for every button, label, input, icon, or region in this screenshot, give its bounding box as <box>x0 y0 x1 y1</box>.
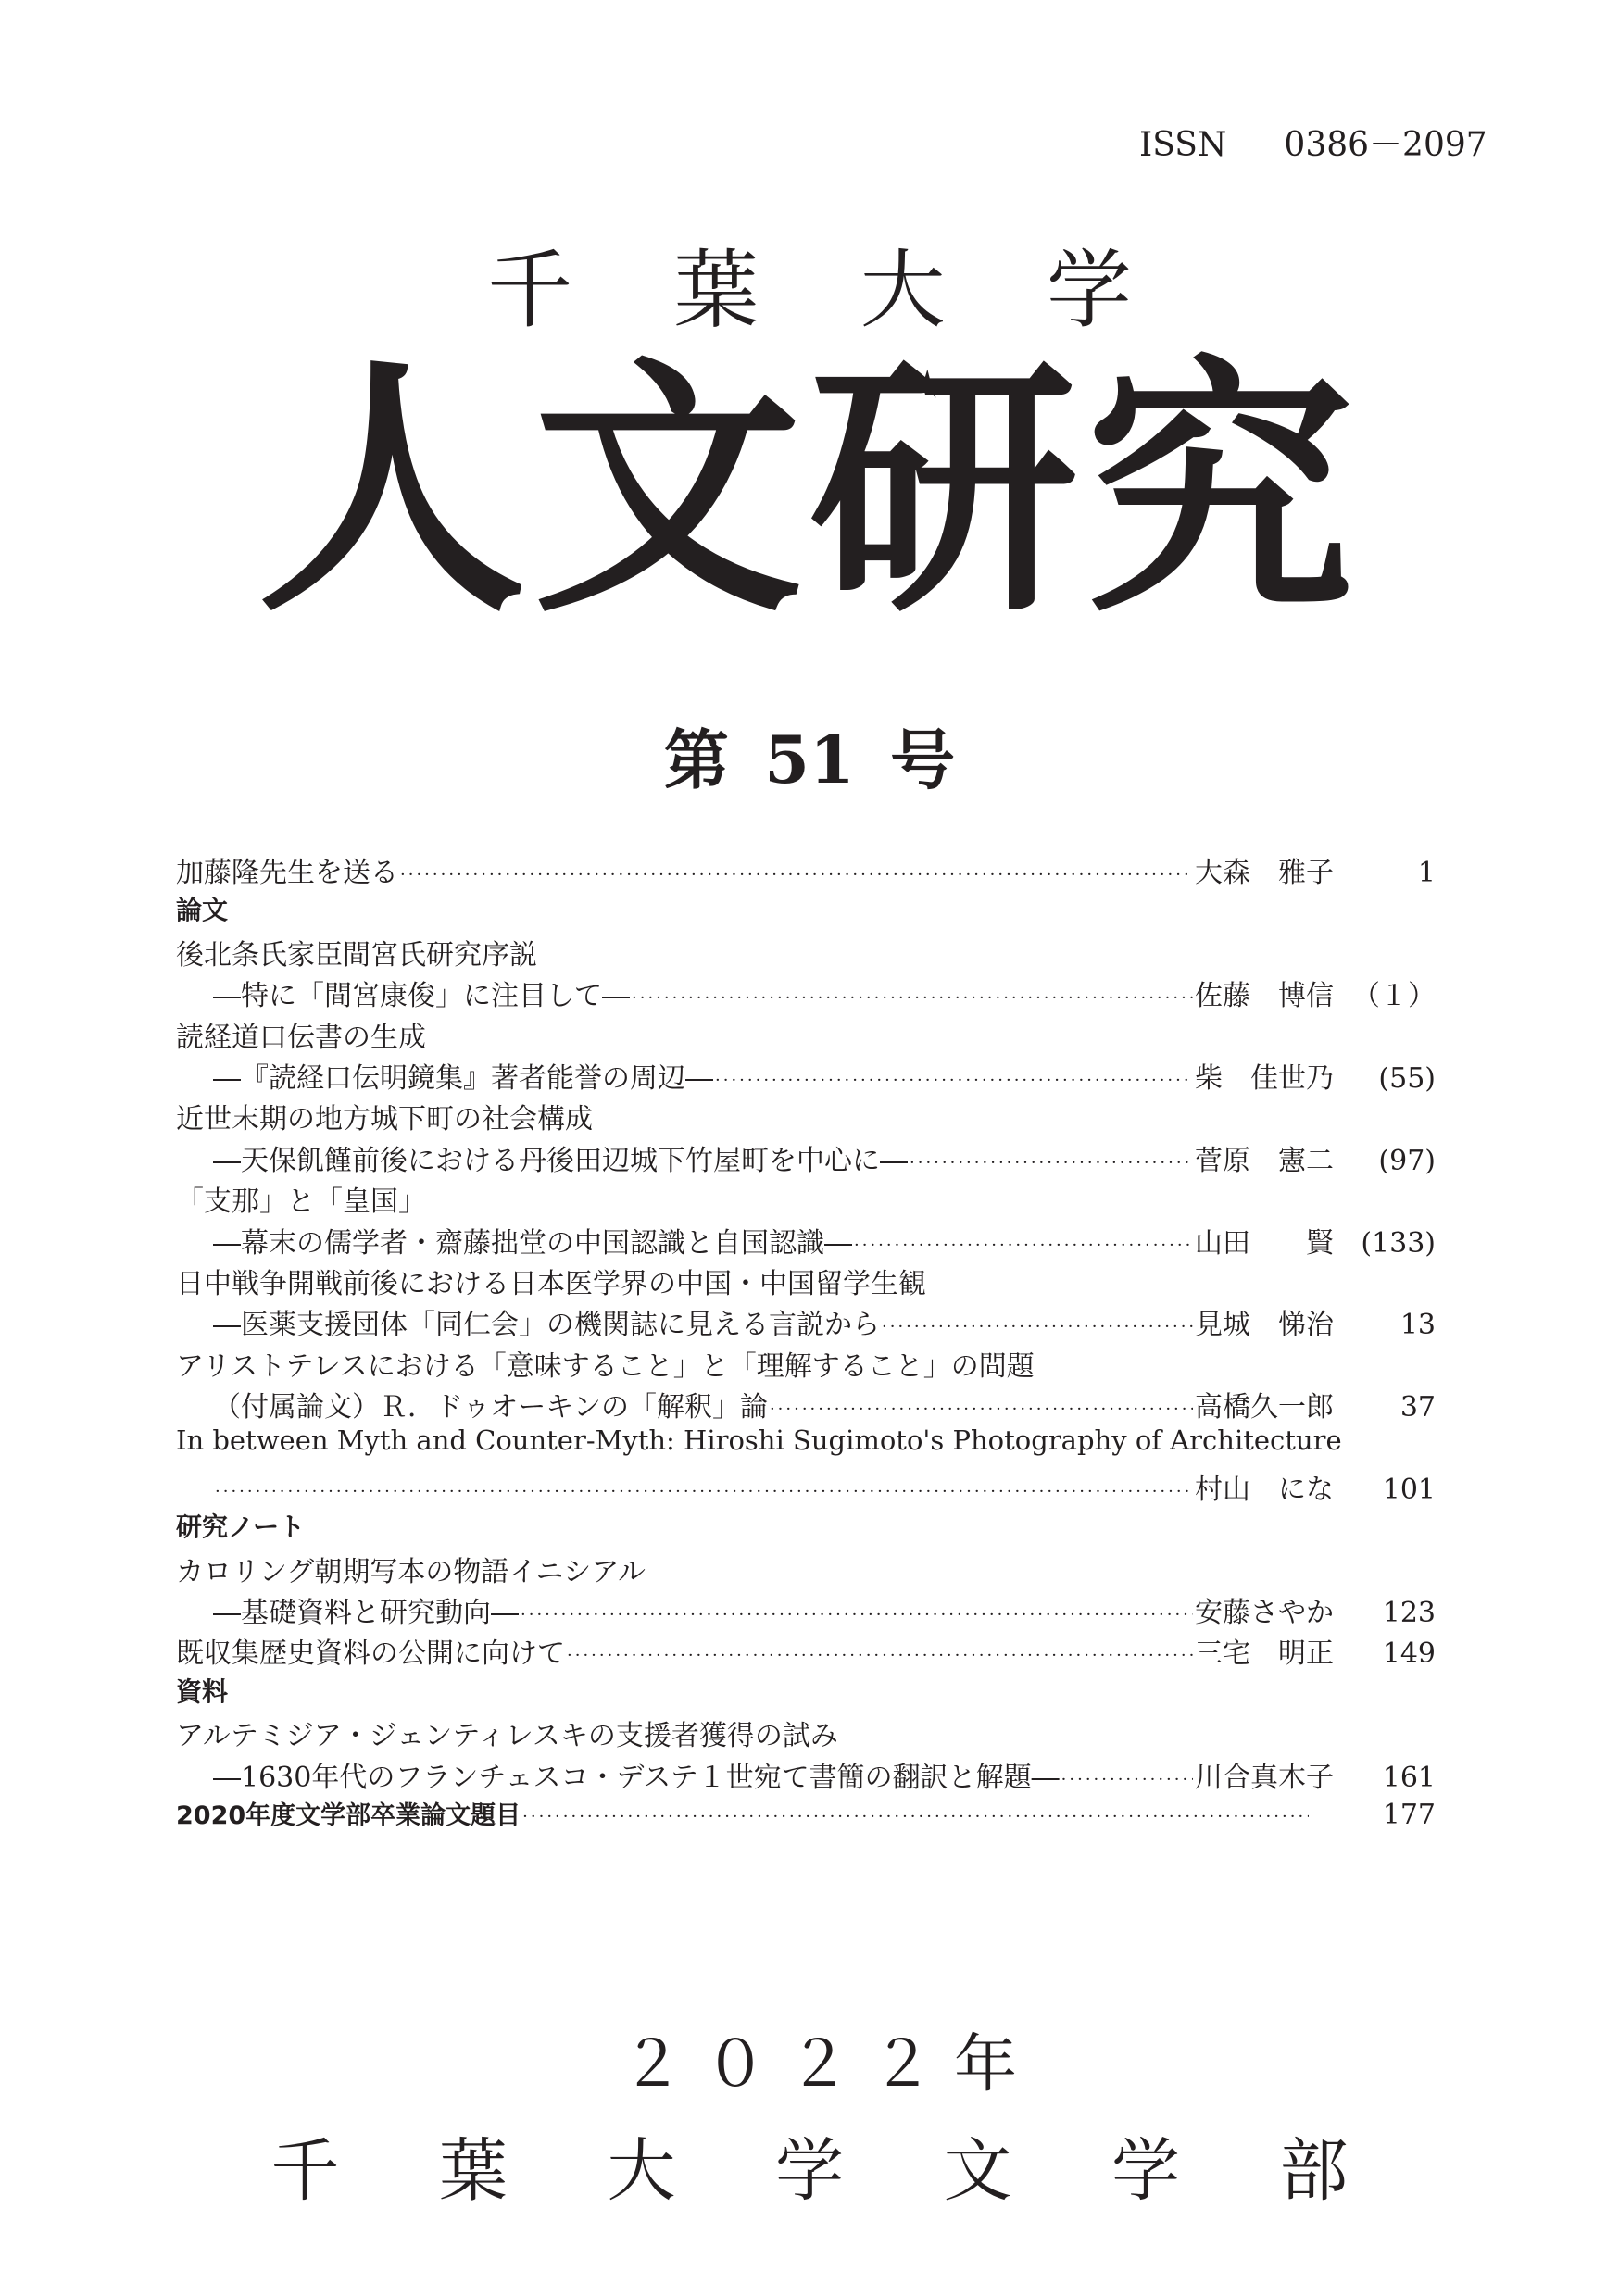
toc-entry-page: 123 <box>1382 1597 1436 1630</box>
toc-entry <box>176 1795 1436 1836</box>
toc-entry-author: 安藤さやか <box>1195 1597 1334 1630</box>
toc-entry-title: 加藤隆先生を送る <box>176 857 398 889</box>
toc-entry-page: 149 <box>1382 1637 1436 1671</box>
toc-entry-page: （１） <box>1352 980 1436 1013</box>
toc-entry <box>176 1466 1436 1507</box>
toc-entry-title-line: 「支那」と「皇国」 <box>176 1186 426 1219</box>
issn <box>1139 119 1487 166</box>
leader-dots <box>632 988 1193 1008</box>
toc-entry <box>176 1220 1436 1261</box>
toc-entry <box>176 1589 1436 1630</box>
leader-dots <box>770 1399 1193 1419</box>
section-heading: 論文 <box>176 895 229 926</box>
university-name: 千 葉 大 学 <box>487 241 1169 340</box>
toc-entry-title-line: カロリング朝期写本の物語イニシアル <box>176 1555 646 1588</box>
toc-entry-title-line: In between Myth and Counter-Myth: Hiroshi Sugimoto's Photography of Architecture <box>176 1424 1342 1457</box>
toc-entry <box>176 849 1436 890</box>
table-of-contents <box>176 849 1436 1836</box>
publication-year: ２０２２年 <box>620 2028 1037 2102</box>
leader-dots <box>521 1605 1193 1625</box>
toc-entry <box>176 1384 1436 1424</box>
toc-entry-author: 佐藤 博信 <box>1195 980 1334 1013</box>
toc-entry-title-line: 日中戦争開戦前後における日本医学界の中国・中国留学生観 <box>176 1267 926 1300</box>
toc-entry-author: 山田 賢 <box>1195 1226 1334 1260</box>
toc-entry-title: 2020年度文学部卒業論文題目 <box>176 1800 521 1830</box>
section-heading: 研究ノート <box>176 1512 306 1543</box>
issn-label: ISSN <box>1139 126 1227 164</box>
toc-entry-subtitle: ―特に「間宮康俊」に注目して― <box>213 980 630 1013</box>
toc-entry-page: 1 <box>1417 857 1436 889</box>
leader-dots <box>854 1236 1193 1255</box>
toc-entry-page: (133) <box>1361 1226 1436 1260</box>
leader-dots <box>400 865 1193 885</box>
leader-dots <box>910 1153 1193 1173</box>
toc-entry-page: 177 <box>1382 1798 1436 1831</box>
leader-dots <box>882 1317 1193 1336</box>
leader-dots <box>567 1646 1193 1665</box>
toc-entry-subtitle: ―幕末の儒学者・齋藤拙堂の中国認識と自国認識― <box>213 1226 852 1260</box>
toc-entry-author: 見城 悌治 <box>1195 1309 1334 1342</box>
issn-number: 0386－2097 <box>1284 126 1487 164</box>
toc-entry-page: 101 <box>1382 1473 1436 1506</box>
toc-entry-page: 13 <box>1399 1309 1436 1342</box>
leader-dots <box>215 1482 1193 1501</box>
toc-entry <box>176 1137 1436 1178</box>
toc-entry <box>176 1630 1436 1671</box>
toc-entry-title-line: 後北条氏家臣間宮氏研究序説 <box>176 938 537 972</box>
toc-entry <box>176 1754 1436 1795</box>
leader-dots <box>1061 1770 1193 1789</box>
toc-entry <box>176 1301 1436 1342</box>
toc-entry-page: 37 <box>1399 1391 1436 1424</box>
toc-entry-author: 菅原 憲二 <box>1195 1144 1334 1177</box>
toc-entry-title-line: 読経道口伝書の生成 <box>176 1021 426 1054</box>
toc-entry-author: 川合真木子 <box>1195 1761 1334 1794</box>
toc-entry-subtitle: ―『読経口伝明鏡集』著者能誉の周辺― <box>213 1061 713 1095</box>
toc-entry-title-line: アリストテレスにおける「意味すること」と「理解すること」の問題 <box>176 1349 1035 1383</box>
toc-entry-title-line: アルテミジア・ジェンティレスキの支援者獲得の試み <box>176 1720 838 1753</box>
toc-entry-author: 高橋久一郎 <box>1195 1391 1334 1424</box>
toc-entry-author: 柴 佳世乃 <box>1195 1061 1334 1095</box>
journal-title: 人文研究 <box>257 333 1362 648</box>
toc-entry-subtitle: ―基礎資料と研究動向― <box>213 1597 519 1630</box>
toc-entry-subtitle: （付属論文）Ｒ．ドゥオーキンの「解釈」論 <box>213 1391 768 1424</box>
section-heading: 資料 <box>176 1675 229 1707</box>
volume-number: 第 51 号 <box>663 721 956 798</box>
toc-entry-title: 既収集歴史資料の公開に向けて <box>176 1637 565 1671</box>
toc-entry-subtitle: ―1630年代のフランチェスコ・デステ１世宛て書簡の翻訳と解題― <box>213 1761 1060 1794</box>
toc-entry-page: (97) <box>1378 1144 1436 1177</box>
toc-entry-subtitle: ―天保飢饉前後における丹後田辺城下竹屋町を中心に― <box>213 1144 908 1177</box>
toc-entry-author: 三宅 明正 <box>1195 1637 1334 1671</box>
toc-entry-author: 村山 にな <box>1195 1473 1334 1506</box>
toc-entry <box>176 972 1436 1013</box>
toc-entry <box>176 1055 1436 1096</box>
leader-dots <box>715 1071 1193 1090</box>
toc-entry-page: 161 <box>1382 1761 1436 1794</box>
toc-entry-page: (55) <box>1378 1061 1436 1095</box>
leader-dots <box>522 1807 1309 1826</box>
toc-entry-title-line: 近世末期の地方城下町の社会構成 <box>176 1103 593 1136</box>
toc-entry-author: 大森 雅子 <box>1195 857 1334 889</box>
publisher: 千 葉 大 学 文 学 部 <box>270 2131 1387 2211</box>
toc-entry-subtitle: ―医薬支援団体「同仁会」の機関誌に見える言説から <box>213 1309 880 1342</box>
